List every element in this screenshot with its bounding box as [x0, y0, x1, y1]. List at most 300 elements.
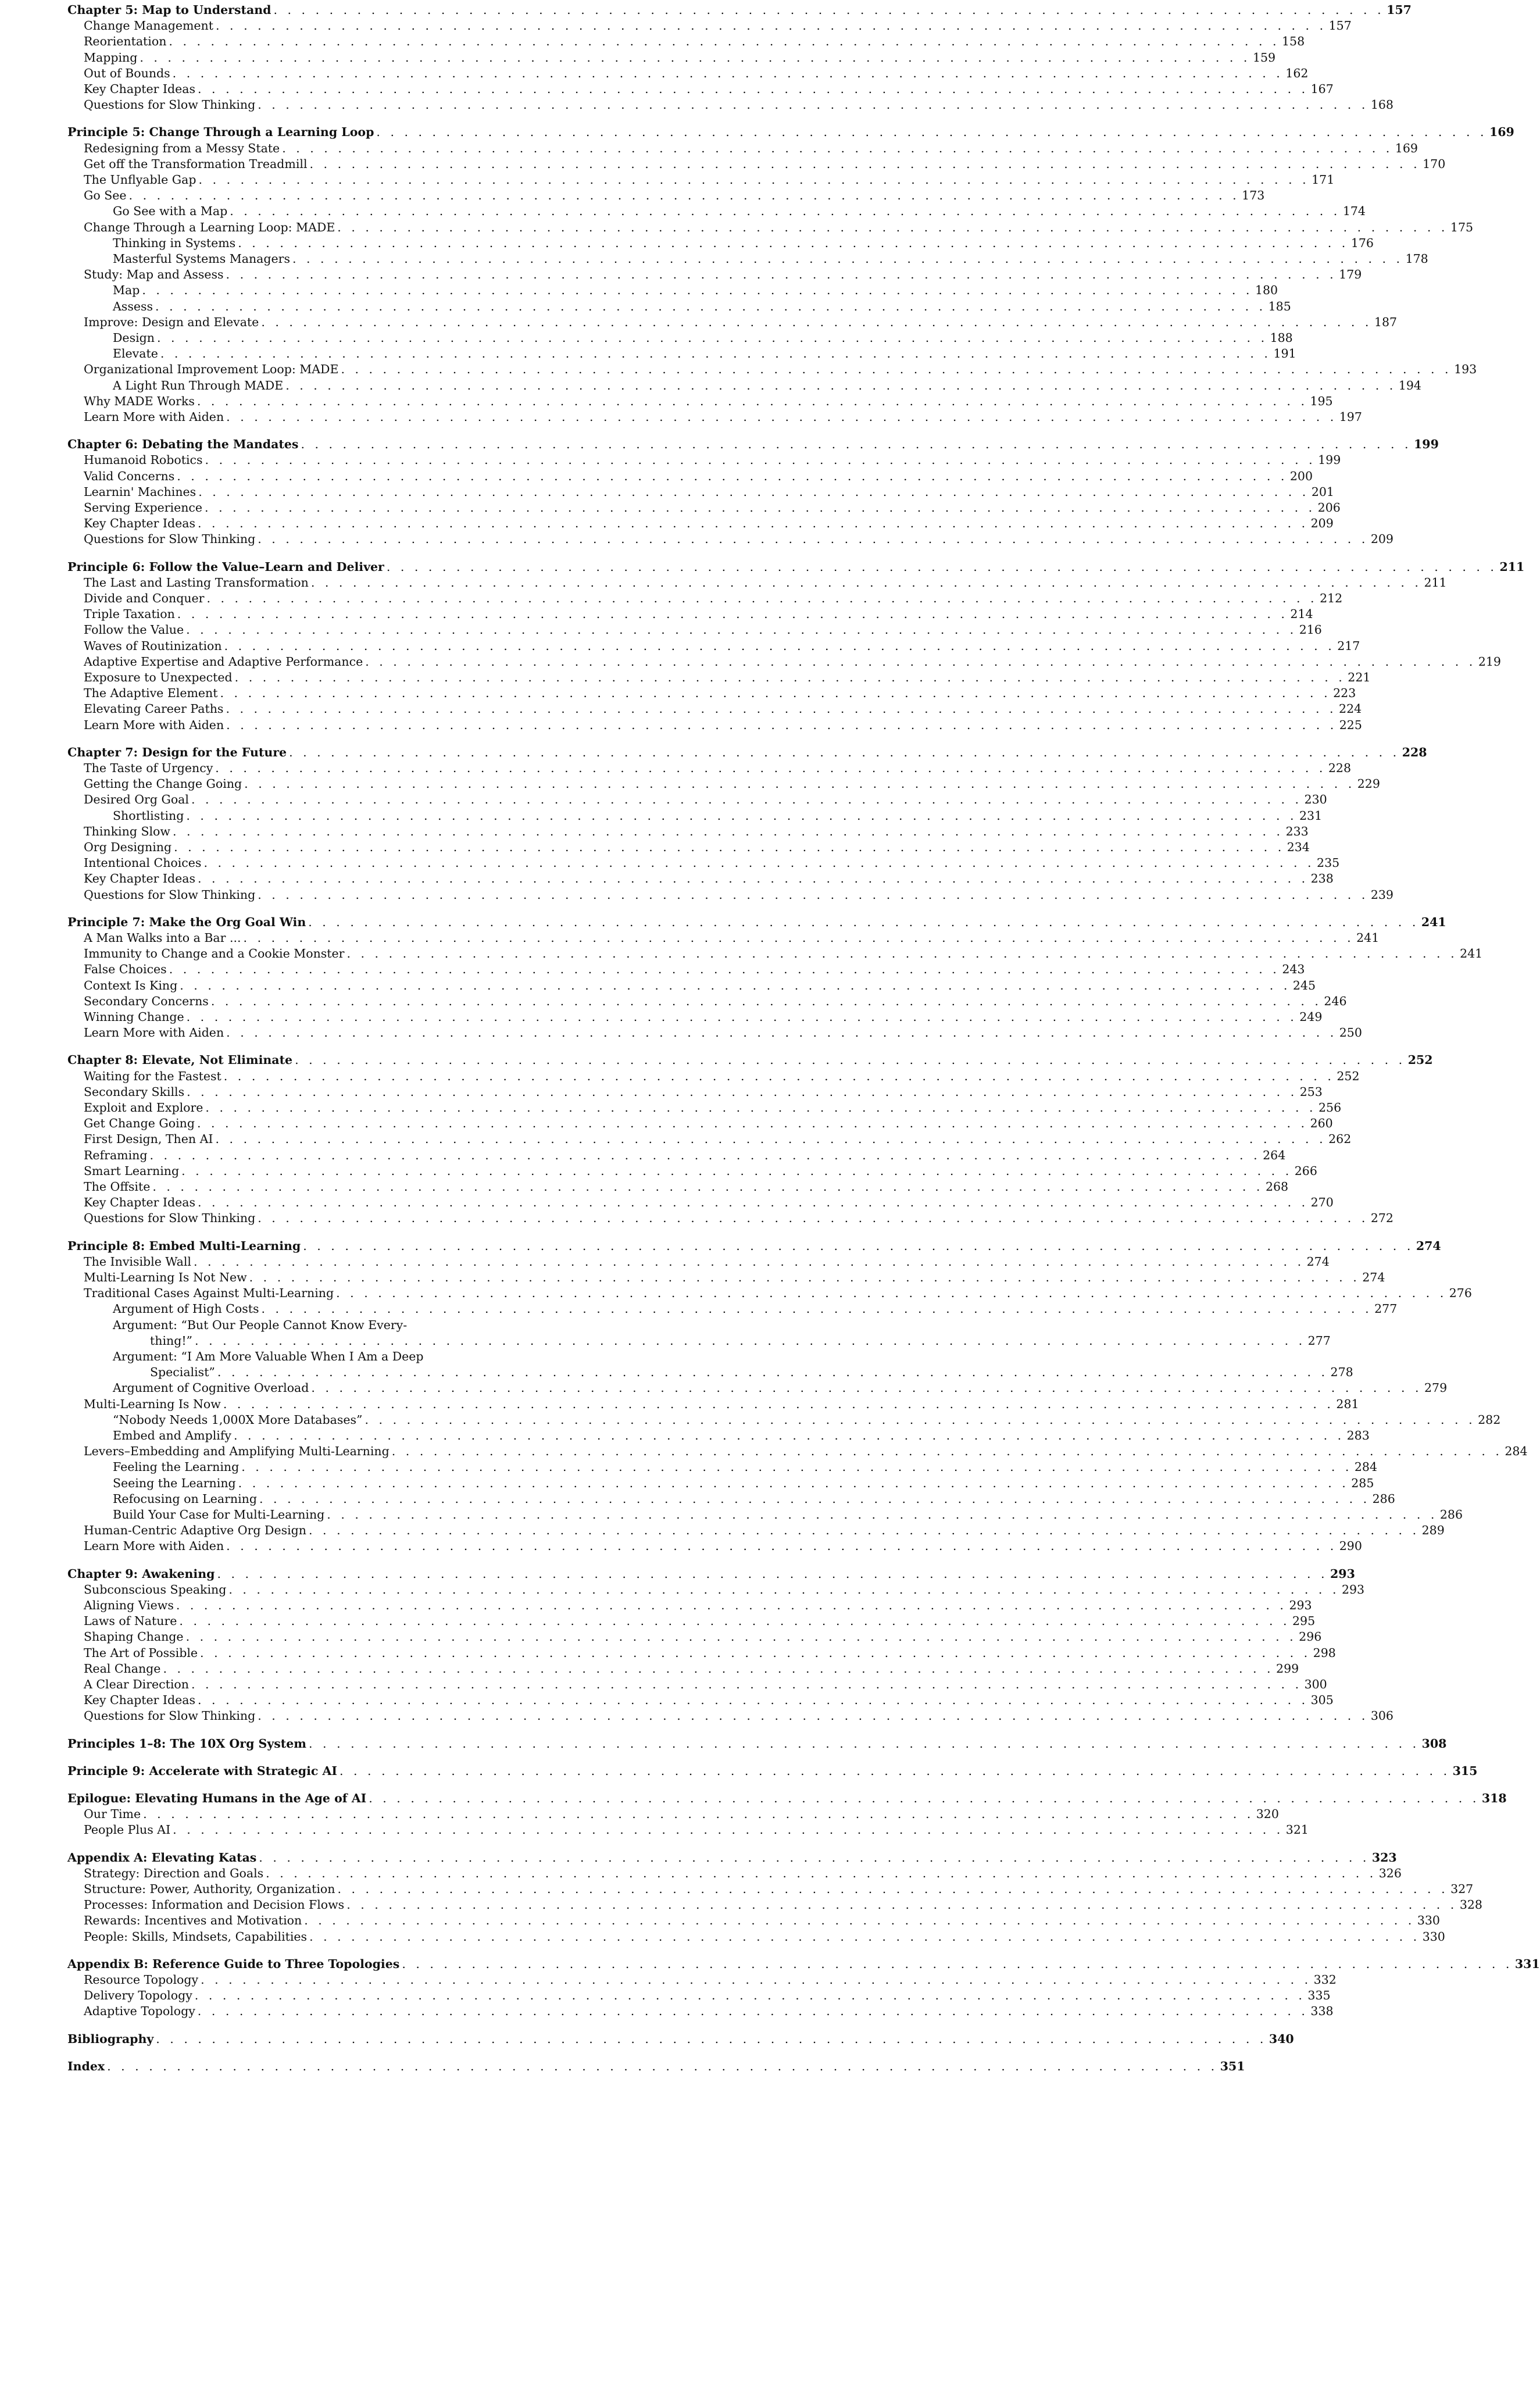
toc-entry-title: Study: Map and Assess	[84, 267, 224, 282]
toc-entry[interactable]	[0, 66, 1309, 81]
dot-leader: . . . . . . . . . . . . . . . . . . . . . . . . . . . . . . . . . . . . . . . . . . . . . . . . . . . . . . . . . . . . . . . . . . . . . . . . . . . . . . . .	[226, 410, 1337, 424]
toc-entry[interactable]	[0, 1661, 1299, 1677]
toc-entry[interactable]	[0, 717, 1362, 733]
toc-entry[interactable]	[0, 1972, 1337, 1988]
toc-entry[interactable]	[0, 346, 1296, 362]
toc-entry[interactable]	[0, 591, 1343, 606]
toc-page-number: 235	[1317, 856, 1340, 870]
dot-leader: . . . . . . . . . . . . . . . . . . . . . . . . . . . . . . . . . . . . . . . . . . . . . . . . . . . . . . . . . . . . . . . . . . . . . . . . . . . . . . . .	[180, 978, 1291, 992]
toc-page-number: 158	[1282, 34, 1305, 49]
toc-page-number: 323	[1371, 1850, 1397, 1865]
toc-entry-title: Structure: Power, Authority, Organization	[84, 1882, 335, 1896]
toc-entry[interactable]	[0, 1507, 1463, 1523]
toc-entry[interactable]	[0, 1582, 1365, 1598]
toc-entry[interactable]	[0, 1444, 1528, 1459]
toc-page-number: 211	[1499, 559, 1525, 574]
toc-entry[interactable]	[0, 1349, 433, 1365]
toc-heading[interactable]	[0, 915, 1446, 930]
dot-leader: . . . . . . . . . . . . . . . . . . . . . . . . . . . . . . . . . . . . . . . . . . . . . . . . . . . . . . . . . . . . . . . . . . . . . . . . . . . . . . . .	[206, 591, 1318, 605]
toc-entry-title: Subconscious Speaking	[84, 1582, 227, 1597]
toc-entry[interactable]	[0, 840, 1310, 855]
toc-entry-title: First Design, Then AI	[84, 1132, 213, 1147]
toc-page-number: 157	[1328, 19, 1352, 33]
toc-entry-title: Key Chapter Ideas	[84, 1693, 196, 1708]
toc-heading[interactable]	[0, 2059, 1245, 2074]
toc-entry-title: Serving Experience	[84, 501, 203, 515]
dot-leader: . . . . . . . . . . . . . . . . . . . . . . . . . . . . . . . . . . . . . . . . . . . . . . . . . . . . . . . . . . . . . . . . . . . . . . . . . . . . . . . .	[346, 1898, 1457, 1912]
toc-page-number: 328	[1459, 1898, 1482, 1912]
toc-entry[interactable]	[0, 330, 1293, 346]
toc-entry-title: Secondary Skills	[84, 1084, 185, 1099]
toc-entry[interactable]	[0, 622, 1322, 638]
toc-heading[interactable]	[0, 1238, 1441, 1254]
toc-entry-title: Questions for Slow Thinking	[84, 532, 256, 547]
toc-heading[interactable]	[0, 1956, 1540, 1972]
toc-page-number: 176	[1350, 235, 1374, 250]
toc-entry-title: Principle 9: Accelerate with Strategic AI	[67, 1763, 337, 1778]
toc-heading[interactable]	[0, 1736, 1447, 1752]
dot-leader: . . . . . . . . . . . . . . . . . . . . . . . . . . . . . . . . . . . . . . . . . . . . . . . . . . . . . . . . . . . . . . . . . . . . . . . . . . . . . . . .	[172, 824, 1284, 838]
toc-entry-title: Questions for Slow Thinking	[84, 1211, 256, 1226]
toc-entry[interactable]	[0, 2003, 1334, 2019]
dot-leader: . . . . . . . . . . . . . . . . . . . . . . . . . . . . . . . . . . . . . . . . . . . . . . . . . . . . . . . . . . . . . . . . . . . . . . . . . . . . . . . .	[261, 315, 1372, 329]
toc-entry[interactable]	[0, 1100, 1342, 1116]
toc-entry[interactable]	[0, 394, 1333, 409]
dot-leader: . . . . . . . . . . . . . . . . . . . . . . . . . . . . . . . . . . . . . . . . . . . . . . . . . . . . . . . . . . . . . . . . . . . . . . . . . . . . . . . .	[226, 1539, 1337, 1553]
toc-entry-title: Go See	[84, 188, 127, 203]
toc-entry[interactable]	[0, 776, 1380, 792]
toc-entry-title: Get off the Transformation Treadmill	[84, 156, 308, 171]
dot-leader: . . . . . . . . . . . . . . . . . . . . . . . . . . . . . . . . . . . . . . . . . . . . . . . . . . . . . . . . . . . . . . . . . . . . . . . . . . . . . . . .	[215, 1132, 1327, 1147]
toc-entry-title: People Plus AI	[84, 1823, 171, 1837]
toc-entry[interactable]	[0, 670, 1371, 685]
toc-entry-title: Multi-Learning Is Now	[84, 1397, 221, 1411]
toc-entry-title: Learn More with Aiden	[84, 717, 224, 732]
toc-entry-title: Immunity to Change and a Cookie Monster	[84, 947, 345, 961]
toc-entry-title: The Invisible Wall	[84, 1254, 191, 1269]
toc-entry[interactable]	[0, 251, 1428, 267]
toc-entry[interactable]	[0, 1692, 1334, 1708]
dot-leader: . . . . . . . . . . . . . . . . . . . . . . . . . . . . . . . . . . . . . . . . . . . . . . . . . . . . . . . . . . . . . . . . . . . . . . . . . . . . . . . .	[149, 1148, 1261, 1162]
toc-page-number: 290	[1339, 1539, 1362, 1553]
dot-leader: . . . . . . . . . . . . . . . . . . . . . . . . . . . . . . . . . . . . . . . . . . . . . . . . . . . . . . . . . . . . . . . . . . . . . . . . . . . . . . . .	[205, 501, 1316, 515]
toc-entry[interactable]	[0, 1881, 1474, 1897]
toc-entry[interactable]	[0, 1629, 1322, 1645]
dot-leader: . . . . . . . . . . . . . . . . . . . . . . . . . . . . . . . . . . . . . . . . . . . . . . . . . . . . . . . . . . . . . . . . . . . . . . . . . . . . . . . .	[169, 34, 1280, 49]
toc-entry-title: Humanoid Robotics	[84, 453, 203, 467]
toc-heading[interactable]	[0, 2, 1412, 18]
toc-page-number: 194	[1398, 378, 1421, 392]
toc-heading[interactable]	[0, 1763, 1478, 1779]
dot-leader: . . . . . . . . . . . . . . . . . . . . . . . . . . . . . . . . . . . . . . . . . . . . . . . . . . . . . . . . . . . . . . . . . . . . . . . . . . . . . . . .	[303, 1238, 1414, 1253]
toc-entry[interactable]	[0, 267, 1362, 283]
toc-page-number: 279	[1424, 1381, 1448, 1395]
toc-entry-title: Principle 7: Make the Org Goal Win	[67, 915, 306, 929]
toc-entry[interactable]	[0, 1301, 1398, 1317]
toc-entry[interactable]	[0, 1708, 1393, 1724]
dot-leader: . . . . . . . . . . . . . . . . . . . . . . . . . . . . . . . . . . . . . . . . . . . . . . . . . . . . . . . . . . . . . . . . . . . . . . . . . . . . . . . .	[238, 1476, 1349, 1490]
toc-entry-title: “Nobody Needs 1,000X More Databases”	[113, 1412, 363, 1427]
toc-entry[interactable]	[0, 994, 1347, 1009]
toc-page-number: 306	[1370, 1709, 1393, 1723]
toc-entry[interactable]	[0, 235, 1374, 251]
dot-leader: . . . . . . . . . . . . . . . . . . . . . . . . . . . . . . . . . . . . . . . . . . . . . . . . . . . . . . . . . . . . . . . . . . . . . . . . . . . . . . . .	[258, 1709, 1369, 1723]
dot-leader: . . . . . . . . . . . . . . . . . . . . . . . . . . . . . . . . . . . . . . . . . . . . . . . . . . . . . . . . . . . . . . . . . . . . . . . . . . . . . . . .	[226, 702, 1337, 716]
toc-entry-title: Secondary Concerns	[84, 994, 209, 1008]
toc-entry-title: Adaptive Topology	[84, 2004, 195, 2019]
toc-entry[interactable]	[0, 1866, 1402, 1881]
dot-leader: . . . . . . . . . . . . . . . . . . . . . . . . . . . . . . . . . . . . . . . . . . . . . . . . . . . . . . . . . . . . . . . . . . . . . . . . . . . . . . . .	[258, 98, 1369, 112]
toc-page-number: 340	[1269, 2031, 1294, 2046]
toc-page-number: 162	[1285, 66, 1309, 80]
dot-leader: . . . . . . . . . . . . . . . . . . . . . . . . . . . . . . . . . . . . . . . . . . . . . . . . . . . . . . . . . . . . . . . . . . . . . . . . . . . . . . . .	[292, 252, 1403, 266]
toc-entry-title: Aligning Views	[84, 1598, 174, 1612]
toc-entry[interactable]	[0, 1285, 1472, 1301]
toc-entry[interactable]	[0, 299, 1291, 315]
toc-page-number: 245	[1292, 978, 1316, 992]
toc-entry[interactable]	[0, 1913, 1440, 1928]
dot-leader: . . . . . . . . . . . . . . . . . . . . . . . . . . . . . . . . . . . . . . . . . . . . . . . . . . . . . . . . . . . . . . . . . . . . . . . . . . . . . . . .	[191, 792, 1302, 807]
toc-entry[interactable]	[0, 808, 1323, 824]
toc-page-number: 175	[1450, 220, 1474, 234]
toc-page-number: 266	[1294, 1163, 1317, 1178]
toc-entry-title: Assess	[113, 299, 153, 313]
toc-entry[interactable]	[0, 1069, 1360, 1084]
dot-leader: . . . . . . . . . . . . . . . . . . . . . . . . . . . . . . . . . . . . . . . . . . . . . . . . . . . . . . . . . . . . . . . . . . . . . . . . . . . . . . . .	[258, 887, 1369, 902]
toc-entry-title: Waiting for the Fastest	[84, 1069, 221, 1083]
toc-entry-title: Laws of Nature	[84, 1614, 177, 1628]
toc-entry[interactable]	[0, 1270, 1385, 1285]
toc-entry-title: Org Designing	[84, 840, 172, 854]
dot-leader: . . . . . . . . . . . . . . . . . . . . . . . . . . . . . . . . . . . . . . . . . . . . . . . . . . . . . . . . . . . . . . . . . . . . . . . . . . . . . . . .	[224, 638, 1335, 653]
dot-leader: . . . . . . . . . . . . . . . . . . . . . . . . . . . . . . . . . . . . . . . . . . . . . . . . . . . . . . . . . . . . . . . . . . . . . . . . . . . . . . . .	[177, 469, 1288, 483]
toc-entry-title: Human-Centric Adaptive Org Design	[84, 1523, 306, 1538]
toc-entry[interactable]	[0, 1988, 1331, 2003]
dot-leader: . . . . . . . . . . . . . . . . . . . . . . . . . . . . . . . . . . . . . . . . . . . . . . . . . . . . . . . . . . . . . . . . . . . . . . . . . . . . . . . .	[200, 1645, 1311, 1660]
toc-entry-title: A Man Walks into a Bar ...	[84, 931, 241, 945]
toc-page-number: 224	[1339, 702, 1362, 716]
toc-entry[interactable]	[0, 18, 1352, 34]
toc-entry[interactable]	[0, 188, 1265, 203]
toc-entry[interactable]	[0, 1476, 1374, 1491]
dot-leader: . . . . . . . . . . . . . . . . . . . . . . . . . . . . . . . . . . . . . . . . . . . . . . . . . . . . . . . . . . . . . . . . . . . . . . . . . . . . . . . .	[308, 915, 1419, 929]
dot-leader: . . . . . . . . . . . . . . . . . . . . . . . . . . . . . . . . . . . . . . . . . . . . . . . . . . . . . . . . . . . . . . . . . . . . . . . . . . . . . . . .	[230, 204, 1341, 219]
toc-entry-title: Feeling the Learning	[113, 1460, 240, 1474]
dot-leader: . . . . . . . . . . . . . . . . . . . . . . . . . . . . . . . . . . . . . . . . . . . . . . . . . . . . . . . . . . . . . . . . . . . . . . . . . . . . . . . .	[327, 1508, 1438, 1522]
toc-entry[interactable]	[0, 203, 1366, 219]
dot-leader: . . . . . . . . . . . . . . . . . . . . . . . . . . . . . . . . . . . . . . . . . . . . . . . . . . . . . . . . . . . . . . . . . . . . . . . . . . . . . . . .	[376, 125, 1488, 140]
toc-entry-title: Exploit and Explore	[84, 1101, 203, 1115]
toc-page-number: 223	[1333, 686, 1356, 701]
toc-heading[interactable]	[0, 745, 1427, 760]
dot-leader: . . . . . . . . . . . . . . . . . . . . . . . . . . . . . . . . . . . . . . . . . . . . . . . . . . . . . . . . . . . . . . . . . . . . . . . . . . . . . . . .	[173, 1823, 1284, 1837]
toc-entry-title: Thinking in Systems	[113, 235, 236, 250]
toc-entry[interactable]	[0, 1131, 1352, 1147]
toc-entry[interactable]	[0, 378, 1421, 394]
toc-entry[interactable]	[0, 50, 1276, 66]
toc-page-number: 284	[1505, 1444, 1528, 1459]
toc-entry[interactable]	[0, 1491, 1395, 1507]
toc-entry-title: Waves of Routinization	[84, 638, 222, 653]
toc-page-number: 285	[1351, 1476, 1374, 1490]
dot-leader: . . . . . . . . . . . . . . . . . . . . . . . . . . . . . . . . . . . . . . . . . . . . . . . . . . . . . . . . . . . . . . . . . . . . . . . . . . . . . . . .	[176, 1598, 1287, 1612]
toc-entry[interactable]	[0, 792, 1327, 808]
toc-entry[interactable]	[0, 141, 1418, 156]
toc-heading[interactable]	[0, 437, 1439, 452]
toc-entry[interactable]	[0, 654, 1501, 670]
toc-entry[interactable]	[0, 1009, 1323, 1025]
dot-leader: . . . . . . . . . . . . . . . . . . . . . . . . . . . . . . . . . . . . . . . . . . . . . . . . . . . . . . . . . . . . . . . . . . . . . . . . . . . . . . . .	[243, 931, 1355, 945]
toc-heading[interactable]	[0, 1566, 1355, 1582]
toc-entry[interactable]	[0, 1397, 1359, 1412]
toc-page-number: 260	[1310, 1116, 1333, 1131]
dot-leader: . . . . . . . . . . . . . . . . . . . . . . . . . . . . . . . . . . . . . . . . . . . . . . . . . . . . . . . . . . . . . . . . . . . . . . . . . . . . . . . .	[259, 1850, 1370, 1865]
toc-page-number: 199	[1414, 437, 1439, 452]
dot-leader: . . . . . . . . . . . . . . . . . . . . . . . . . . . . . . . . . . . . . . . . . . . . . . . . . . . . . . . . . . . . . . . . . . . . . . . . . . . . . . . .	[198, 1195, 1309, 1210]
dot-leader: . . . . . . . . . . . . . . . . . . . . . . . . . . . . . . . . . . . . . . . . . . . . . . . . . . . . . . . . . . . . . . . . . . . . . . . . . . . . . . . .	[241, 1460, 1352, 1474]
toc-page-number: 331	[1514, 1956, 1540, 1971]
toc-entry[interactable]	[0, 516, 1334, 531]
toc-page-number: 262	[1328, 1132, 1352, 1147]
dot-leader: . . . . . . . . . . . . . . . . . . . . . . . . . . . . . . . . . . . . . . . . . . . . . . . . . . . . . . . . . . . . . . . . . . . . . . . . . . . . . . . .	[238, 235, 1349, 250]
toc-page-number: 270	[1310, 1195, 1334, 1210]
toc-entry-title: Chapter 9: Awakening	[67, 1566, 215, 1581]
toc-entry[interactable]	[0, 1148, 1286, 1163]
toc-entry[interactable]	[0, 1116, 1333, 1131]
toc-entry[interactable]	[0, 871, 1334, 887]
toc-entry-title: The Last and Lasting Transformation	[84, 575, 309, 590]
toc-entry[interactable]	[0, 1412, 1501, 1428]
toc-entry-title: Epilogue: Elevating Humans in the Age of AI	[67, 1791, 367, 1805]
toc-entry-title: Key Chapter Ideas	[84, 872, 196, 886]
toc-entry[interactable]	[0, 81, 1334, 97]
toc-entry[interactable]	[0, 962, 1305, 977]
toc-page-number: 187	[1374, 315, 1398, 329]
toc-entry[interactable]	[0, 1598, 1312, 1613]
toc-entry-title: Strategy: Direction and Goals	[84, 1866, 264, 1880]
toc-page-number: 230	[1304, 792, 1327, 807]
dot-leader: . . . . . . . . . . . . . . . . . . . . . . . . . . . . . . . . . . . . . . . . . . . . . . . . . . . . . . . . . . . . . . . . . . . . . . . . . . . . . . . .	[203, 856, 1315, 870]
toc-entry[interactable]	[0, 1254, 1330, 1270]
toc-entry-continuation[interactable]	[0, 1333, 1331, 1349]
toc-page-number: 299	[1276, 1661, 1299, 1676]
toc-entry[interactable]	[0, 1210, 1393, 1226]
toc-entry-title: Exposure to Unexpected	[84, 670, 233, 684]
toc-entry[interactable]	[0, 1163, 1317, 1179]
toc-page-number: 274	[1416, 1238, 1441, 1253]
toc-heading[interactable]	[0, 1850, 1397, 1866]
dot-leader: . . . . . . . . . . . . . . . . . . . . . . . . . . . . . . . . . . . . . . . . . . . . . . . . . . . . . . . . . . . . . . . . . . . . . . . . . . . . . . . .	[339, 1763, 1450, 1778]
toc-entry[interactable]	[0, 220, 1474, 235]
toc-entry-title: Argument: “I Am More Valuable When I Am a Deep	[113, 1349, 424, 1363]
toc-entry[interactable]	[0, 469, 1313, 484]
dot-leader: . . . . . . . . . . . . . . . . . . . . . . . . . . . . . . . . . . . . . . . . . . . . . . . . . . . . . . . . . . . . . . . . . . . . . . . . . . . . . . . .	[198, 173, 1310, 187]
toc-entry[interactable]	[0, 1317, 433, 1333]
toc-entry[interactable]	[0, 855, 1340, 871]
toc-page-number: 268	[1265, 1180, 1289, 1194]
toc-page-number: 286	[1439, 1508, 1463, 1522]
dot-leader: . . . . . . . . . . . . . . . . . . . . . . . . . . . . . . . . . . . . . . . . . . . . . . . . . . . . . . . . . . . . . . . . . . . . . . . . . . . . . . . .	[258, 1211, 1369, 1226]
toc-entry-title: Refocusing on Learning	[113, 1491, 258, 1506]
toc-entry[interactable]	[0, 156, 1446, 172]
toc-heading[interactable]	[0, 559, 1525, 575]
dot-leader: . . . . . . . . . . . . . . . . . . . . . . . . . . . . . . . . . . . . . . . . . . . . . . . . . . . . . . . . . . . . . . . . . . . . . . . . . . . . . . . .	[107, 2059, 1218, 2073]
toc-entry[interactable]	[0, 1806, 1279, 1822]
toc-entry-title: Out of Bounds	[84, 66, 170, 80]
toc-entry-title: Triple Taxation	[84, 607, 175, 622]
toc-entry-title: Change Management	[84, 19, 213, 33]
toc-entry[interactable]	[0, 1084, 1323, 1100]
dot-leader: . . . . . . . . . . . . . . . . . . . . . . . . . . . . . . . . . . . . . . . . . . . . . . . . . . . . . . . . . . . . . . . . . . . . . . . . . . . . . . . .	[261, 1302, 1373, 1316]
toc-heading[interactable]	[0, 124, 1514, 140]
toc-entry[interactable]	[0, 315, 1398, 330]
toc-heading[interactable]	[0, 1052, 1433, 1068]
toc-entry-title: Getting the Change Going	[84, 777, 242, 791]
toc-entry-title: Principle 5: Change Through a Learning Loop	[67, 125, 374, 140]
toc-entry[interactable]	[0, 500, 1341, 516]
toc-entry[interactable]	[0, 1897, 1482, 1913]
dot-leader: . . . . . . . . . . . . . . . . . . . . . . . . . . . . . . . . . . . . . . . . . . . . . . . . . . . . . . . . . . . . . . . . . . . . . . . . . . . . . . . .	[169, 962, 1280, 977]
dot-leader: . . . . . . . . . . . . . . . . . . . . . . . . . . . . . . . . . . . . . . . . . . . . . . . . . . . . . . . . . . . . . . . . . . . . . . . . . . . . . . . .	[309, 1929, 1420, 1944]
toc-entry[interactable]	[0, 685, 1356, 701]
toc-entry-title: Chapter 5: Map to Understand	[67, 3, 271, 17]
toc-entry[interactable]	[0, 1613, 1316, 1629]
toc-heading[interactable]	[0, 2031, 1294, 2047]
toc-page-number: 169	[1395, 141, 1418, 155]
toc-entry[interactable]	[0, 760, 1352, 776]
toc-entry[interactable]	[0, 606, 1313, 622]
toc-entry[interactable]	[0, 946, 1483, 962]
dot-leader: . . . . . . . . . . . . . . . . . . . . . . . . . . . . . . . . . . . . . . . . . . . . . . . . . . . . . . . . . . . . . . . . . . . . . . . . . . . . . . . .	[198, 484, 1309, 499]
dot-leader: . . . . . . . . . . . . . . . . . . . . . . . . . . . . . . . . . . . . . . . . . . . . . . . . . . . . . . . . . . . . . . . . . . . . . . . . . . . . . . . .	[174, 840, 1285, 854]
dot-leader: . . . . . . . . . . . . . . . . . . . . . . . . . . . . . . . . . . . . . . . . . . . . . . . . . . . . . . . . . . . . . . . . . . . . . . . . . . . . . . . .	[142, 283, 1253, 298]
toc-entry[interactable]	[0, 362, 1477, 377]
dot-leader: . . . . . . . . . . . . . . . . . . . . . . . . . . . . . . . . . . . . . . . . . . . . . . . . . . . . . . . . . . . . . . . . . . . . . . . . . . . . . . . .	[197, 2004, 1309, 2019]
dot-leader: . . . . . . . . . . . . . . . . . . . . . . . . . . . . . . . . . . . . . . . . . . . . . . . . . . . . . . . . . . . . . . . . . . . . . . . . . . . . . . . .	[210, 994, 1322, 1008]
toc-entry-title: Adaptive Expertise and Adaptive Performance	[84, 654, 363, 669]
dot-leader: . . . . . . . . . . . . . . . . . . . . . . . . . . . . . . . . . . . . . . . . . . . . . . . . . . . . . . . . . . . . . . . . . . . . . . . . . . . . . . . .	[234, 670, 1346, 684]
dot-leader: . . . . . . . . . . . . . . . . . . . . . . . . . . . . . . . . . . . . . . . . . . . . . . . . . . . . . . . . . . . . . . . . . . . . . . . . . . . . . . . .	[186, 623, 1297, 637]
toc-entry[interactable]	[0, 1428, 1370, 1444]
dot-leader: . . . . . . . . . . . . . . . . . . . . . . . . . . . . . . . . . . . . . . . . . . . . . . . . . . . . . . . . . . . . . . . . . . . . . . . . . . . . . . . .	[143, 1807, 1254, 1822]
toc-entry-title: Elevating Career Paths	[84, 702, 224, 716]
toc-page-number: 293	[1330, 1566, 1355, 1581]
toc-page-number: 283	[1346, 1428, 1370, 1442]
toc-entry[interactable]	[0, 34, 1305, 49]
toc-entry[interactable]	[0, 484, 1334, 500]
toc-entry-title: Build Your Case for Multi-Learning	[113, 1508, 325, 1522]
toc-page-number: 234	[1287, 840, 1310, 854]
toc-entry-title: Thinking Slow	[84, 824, 170, 838]
toc-entry-title: Mapping	[84, 50, 138, 65]
toc-page-number: 253	[1299, 1084, 1323, 1099]
toc-entry-title: Map	[113, 283, 140, 298]
toc-page-number: 241	[1460, 947, 1483, 961]
toc-entry-title-continued: Specialist”	[150, 1365, 215, 1380]
toc-entry[interactable]	[0, 409, 1362, 425]
dot-leader: . . . . . . . . . . . . . . . . . . . . . . . . . . . . . . . . . . . . . . . . . . . . . . . . . . . . . . . . . . . . . . . . . . . . . . . . . . . . . . . .	[140, 50, 1250, 65]
toc-entry-title: Embed and Amplify	[113, 1428, 232, 1442]
toc-entry[interactable]	[0, 1459, 1378, 1475]
toc-entry-title: Learn More with Aiden	[84, 410, 224, 424]
toc-entry[interactable]	[0, 452, 1341, 468]
toc-entry-title: Principle 8: Embed Multi-Learning	[67, 1238, 301, 1253]
toc-entry[interactable]	[0, 1025, 1362, 1041]
toc-entry-title: Argument of High Costs	[113, 1302, 259, 1316]
toc-entry[interactable]	[0, 1195, 1334, 1210]
dot-leader: . . . . . . . . . . . . . . . . . . . . . . . . . . . . . . . . . . . . . . . . . . . . . . . . . . . . . . . . . . . . . . . . . . . . . . . . . . . . . . . .	[223, 1397, 1334, 1411]
dot-leader: . . . . . . . . . . . . . . . . . . . . . . . . . . . . . . . . . . . . . . . . . . . . . . . . . . . . . . . . . . . . . . . . . . . . . . . . . . . . . . . .	[196, 394, 1308, 408]
toc-page-number: 326	[1378, 1866, 1402, 1880]
toc-entry-title: People: Skills, Mindsets, Capabilities	[84, 1929, 308, 1944]
toc-entry-title: Intentional Choices	[84, 856, 202, 870]
toc-entry-title: Argument: “But Our People Cannot Know Every-	[113, 1317, 408, 1332]
toc-page-number: 295	[1292, 1614, 1316, 1628]
dot-leader: . . . . . . . . . . . . . . . . . . . . . . . . . . . . . . . . . . . . . . . . . . . . . . . . . . . . . . . . . . . . . . . . . . . . . . . . . . . . . . . .	[228, 1582, 1339, 1597]
toc-page-number: 169	[1489, 125, 1514, 140]
toc-heading[interactable]	[0, 1791, 1507, 1806]
toc-entry[interactable]	[0, 887, 1393, 903]
toc-page-number: 335	[1307, 1988, 1331, 2003]
toc-entry[interactable]	[0, 1523, 1445, 1538]
dot-leader: . . . . . . . . . . . . . . . . . . . . . . . . . . . . . . . . . . . . . . . . . . . . . . . . . . . . . . . . . . . . . . . . . . . . . . . . . . . . . . . .	[155, 299, 1266, 313]
toc-entry-title: Shortlisting	[113, 808, 184, 823]
dot-leader: . . . . . . . . . . . . . . . . . . . . . . . . . . . . . . . . . . . . . . . . . . . . . . . . . . . . . . . . . . . . . . . . . . . . . . . . . . . . . . . .	[187, 1084, 1298, 1099]
toc-entry[interactable]	[0, 1822, 1309, 1838]
toc-entry-title: A Clear Direction	[84, 1677, 189, 1691]
toc-entry-title: Principle 6: Follow the Value–Learn and Deliver	[67, 559, 384, 574]
dot-leader: . . . . . . . . . . . . . . . . . . . . . . . . . . . . . . . . . . . . . . . . . . . . . . . . . . . . . . . . . . . . . . . . . . . . . . . . . . . . . . . .	[391, 1444, 1503, 1459]
toc-entry[interactable]	[0, 978, 1316, 994]
toc-entry[interactable]	[0, 1380, 1448, 1396]
dot-leader: . . . . . . . . . . . . . . . . . . . . . . . . . . . . . . . . . . . . . . . . . . . . . . . . . . . . . . . . . . . . . . . . . . . . . . . . . . . . . . . .	[258, 532, 1369, 547]
toc-entry-title: Appendix A: Elevating Katas	[67, 1850, 257, 1865]
dot-leader: . . . . . . . . . . . . . . . . . . . . . . . . . . . . . . . . . . . . . . . . . . . . . . . . . . . . . . . . . . . . . . . . . . . . . . . . . . . . . . . .	[244, 777, 1355, 791]
toc-entry-continuation[interactable]	[0, 1365, 1353, 1380]
dot-leader: . . . . . . . . . . . . . . . . . . . . . . . . . . . . . . . . . . . . . . . . . . . . . . . . . . . . . . . . . . . . . . . . . . . . . . . . . . . . . . . .	[186, 1010, 1298, 1024]
toc-page-number: 281	[1336, 1397, 1359, 1411]
dot-leader: . . . . . . . . . . . . . . . . . . . . . . . . . . . . . . . . . . . . . . . . . . . . . . . . . . . . . . . . . . . . . . . . . . . . . . . . . . . . . . . .	[226, 1026, 1337, 1040]
toc-entry[interactable]	[0, 97, 1393, 113]
toc-page-number: 167	[1310, 82, 1334, 96]
toc-entry[interactable]	[0, 638, 1360, 654]
toc-entry-title: The Adaptive Element	[84, 686, 218, 701]
dot-leader: . . . . . . . . . . . . . . . . . . . . . . . . . . . . . . . . . . . . . . . . . . . . . . . . . . . . . . . . . . . . . . . . . . . . . . . . . . . . . . . .	[177, 607, 1288, 622]
toc-entry[interactable]	[0, 824, 1309, 840]
toc-entry[interactable]	[0, 930, 1380, 946]
toc-entry[interactable]	[0, 1538, 1362, 1554]
toc-entry[interactable]	[0, 1179, 1289, 1195]
toc-entry[interactable]	[0, 172, 1335, 188]
toc-page-number: 238	[1310, 872, 1334, 886]
toc-page-number: 221	[1348, 670, 1371, 684]
toc-entry[interactable]	[0, 701, 1362, 717]
toc-entry[interactable]	[0, 1929, 1445, 1945]
toc-entry[interactable]	[0, 531, 1393, 547]
dot-leader: . . . . . . . . . . . . . . . . . . . . . . . . . . . . . . . . . . . . . . . . . . . . . . . . . . . . . . . . . . . . . . . . . . . . . . . . . . . . . . . .	[186, 808, 1297, 823]
toc-entry[interactable]	[0, 1645, 1336, 1661]
dot-leader: . . . . . . . . . . . . . . . . . . . . . . . . . . . . . . . . . . . . . . . . . . . . . . . . . . . . . . . . . . . . . . . . . . . . . . . . . . . . . . . .	[310, 575, 1422, 590]
toc-entry[interactable]	[0, 283, 1278, 298]
dot-leader: . . . . . . . . . . . . . . . . . . . . . . . . . . . . . . . . . . . . . . . . . . . . . . . . . . . . . . . . . . . . . . . . . . . . . . . . . . . . . . . .	[282, 141, 1393, 155]
toc-entry[interactable]	[0, 1677, 1327, 1692]
toc-page-number: 171	[1312, 173, 1335, 187]
dot-leader: . . . . . . . . . . . . . . . . . . . . . . . . . . . . . . . . . . . . . . . . . . . . . . . . . . . . . . . . . . . . . . . . . . . . . . . . . . . . . . . .	[181, 1163, 1292, 1178]
toc-entry-title: Seeing the Learning	[113, 1476, 236, 1490]
toc-entry-title: Reframing	[84, 1148, 148, 1162]
toc-entry[interactable]	[0, 575, 1447, 591]
dot-leader: . . . . . . . . . . . . . . . . . . . . . . . . . . . . . . . . . . . . . . . . . . . . . . . . . . . . . . . . . . . . . . . . . . . . . . . . . . . . . . . .	[196, 1116, 1308, 1131]
